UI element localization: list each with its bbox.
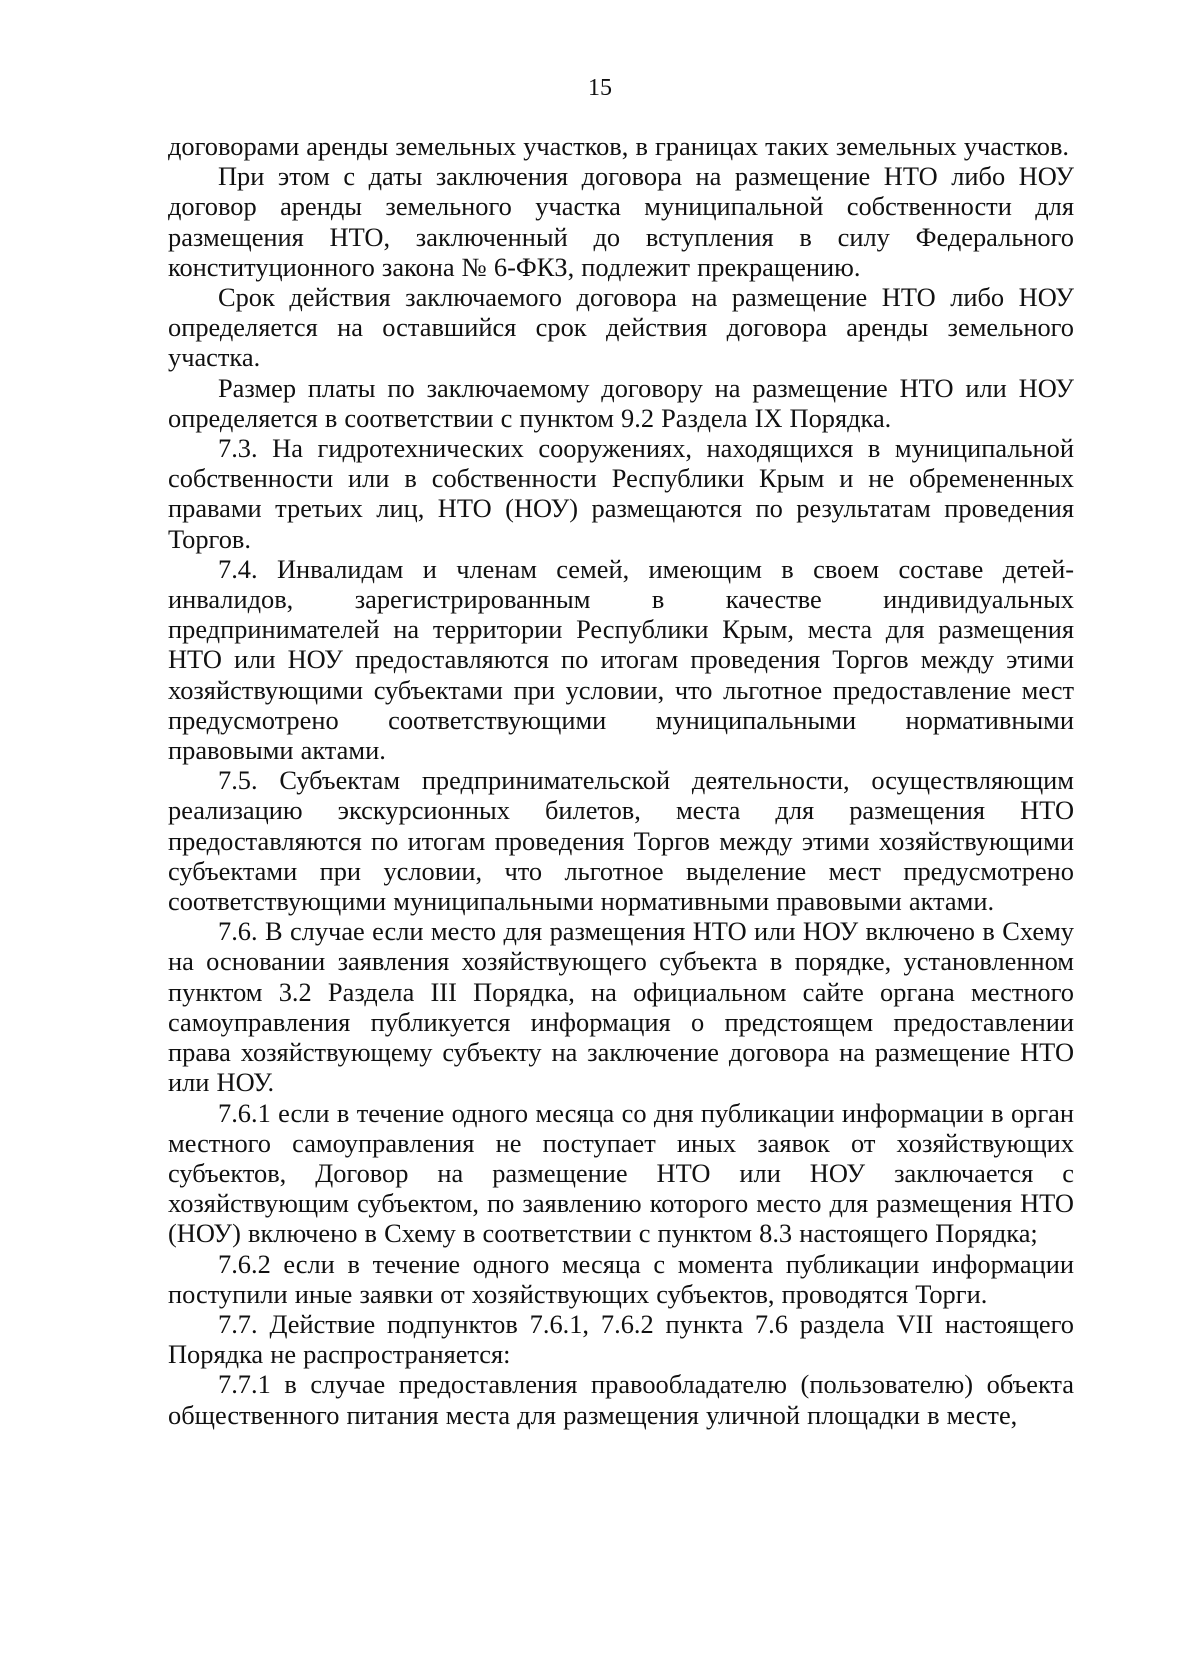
paragraph-contract-term: Срок действия заключаемого договора на размещение НТО либо НОУ определяется на оставшийся срок действия договора аренды земельного участка. xyxy=(168,282,1074,373)
paragraph-7-7-1: 7.7.1 в случае предоставления правообладателю (пользователю) объекта общественного питания места для размещения уличной площадки в месте, xyxy=(168,1369,1074,1430)
page-number: 15 xyxy=(588,75,612,101)
paragraph-continuation: договорами аренды земельных участков, в границах таких земельных участков. xyxy=(168,131,1069,161)
paragraph-7-6-2: 7.6.2 если в течение одного месяца с момента публикации информации поступили иные заявки от хозяйствующих субъектов, проводятся Торги. xyxy=(168,1248,1074,1309)
paragraph-7-4: 7.4. Инвалидам и членам семей, имеющим в своем составе детей-инвалидов, зарегистрированным в качестве индивидуальных предпринимателей на территории Республики Крым, места для размещения НТО или НОУ предоставляются по итогам проведения Торгов между этими хозяйствующими субъектами при условии, что льготное предоставление мест предусмотрено соответствующими муниципальными нормативными правовыми актами. xyxy=(168,553,1074,766)
document-body xyxy=(168,131,1074,1430)
paragraph-7-3: 7.3. На гидротехнических сооружениях, находящихся в муниципальной собственности или в собственности Республики Крым и не обремененных правами третьих лиц, НТО (НОУ) размещаются по результатам проведения Торгов. xyxy=(168,433,1074,554)
paragraph-contract-termination: При этом с даты заключения договора на размещение НТО либо НОУ договор аренды земельного участка муниципальной собственности для размещения НТО, заключенный до вступления в силу Федерального конституционного закона № 6-ФКЗ, подлежит прекращению. xyxy=(168,161,1074,282)
paragraph-7-6-1: 7.6.1 если в течение одного месяца со дня публикации информации в орган местного самоуправления не поступает иных заявок от хозяйствующих субъектов, Договор на размещение НТО или НОУ заключается с хозяйствующим субъектом, по заявлению которого место для размещения НТО (НОУ) включено в Схему в соответствии с пунктом 8.3 настоящего Порядка; xyxy=(168,1097,1074,1249)
paragraph-7-7: 7.7. Действие подпунктов 7.6.1, 7.6.2 пункта 7.6 раздела VII настоящего Порядка не распространяется: xyxy=(168,1308,1074,1370)
paragraph-7-5: 7.5. Субъектам предпринимательской деятельности, осуществляющим реализацию экскурсионных билетов, места для размещения НТО предоставляются по итогам проведения Торгов между этими хозяйствующими субъектами при условии, что льготное выделение мест предусмотрено соответствующими муниципальными нормативными правовыми актами. xyxy=(168,765,1074,917)
paragraph-7-6: 7.6. В случае если место для размещения НТО или НОУ включено в Схему на основании заявления хозяйствующего субъекта в порядке, установленном пунктом 3.2 Раздела III Порядка, на официальном сайте органа местного самоуправления публикуется информация о предстоящем предоставлении права хозяйствующему субъекту на заключение договора на размещение НТО или НОУ. xyxy=(168,916,1074,1098)
paragraph-payment-amount: Размер платы по заключаемому договору на размещение НТО или НОУ определяется в соответствии с пунктом 9.2 Раздела IX Порядка. xyxy=(168,372,1074,433)
